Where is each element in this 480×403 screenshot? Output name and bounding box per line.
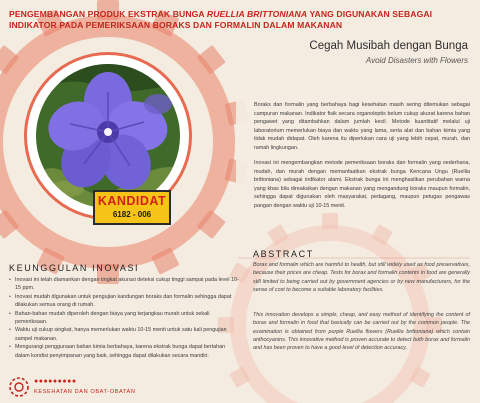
category-logo-icon (8, 376, 30, 398)
title-species: RUELLIA BRITTONIANA (206, 9, 308, 19)
abstract-paragraph-1: Borax and formalin which are harmful to health, but still widely used as food preservatives, because their prices are cheap. Tests for borax and formalin contents in food are generally still limited to being carried out by government agencies or by new manufacturers, for the sense of cost to become a suitable laboratory facilities. (253, 262, 470, 293)
poster-title (9, 9, 471, 30)
advantage-item: • Inovasi ini telah diamankan dengan tingkat akurasi deteksi cukup tinggi sampai pada level 10-15 ppm. (9, 276, 241, 293)
subtitle: Cegah Musibah dengan Bunga (309, 40, 468, 52)
title-part-1: PENGEMBANGAN PRODUK EKSTRAK BUNGA (9, 9, 207, 19)
advantage-item: • Inovasi mudah digunakan untuk pengujian kandungan boraks dan formalin sehingga dapat dilakukan semua orang di rumah. (9, 293, 241, 310)
description-paragraph-2: Inovasi ini mengembangkan metode pemeriksaan boraks dan formalin yang sederhana, mudah, dan murah dengan memanfaatkan ekstrak bunga Kencana Ungu (Ruellia brittoniana) sebagai indikator alami. Ekstrak bunga ini menghasilkan perubahan warna yang khas bila direaksikan dengan makanan yang mengandung boraks maupun formalin, sehingga dapat digunakan oleh masyarakat, pedagang, maupun petugas pengawas pangan dengan waktu uji 10-15 menit. (254, 160, 470, 209)
advantage-item: • Bahan-bahan mudah diperoleh dengan biaya yang terjangkau murah untuk sekali pemeriksaan. (9, 310, 241, 327)
candidate-number: 6182 - 006 (112, 210, 152, 219)
footer-dots: ●●●●●●●●● (34, 378, 77, 385)
abstract-paragraph-2: This innovation develops a simple, cheap, and easy method of identifying the content of borax and formalin in food that basically can be carried out by the common people. The examination is obtained from purple Ruellia flowers (Ruellia brittoniana) which contain anthocyanins. This innovative method is proven accurate to detect both borax and formalin and has been proven to have a good level of detection accuracy. (253, 312, 470, 352)
advantage-item: • Waktu uji cukup singkat, hanya memerlukan waktu 10-15 menit untuk satu kali pengujian sampel makanan. (9, 326, 241, 343)
subtitle-english: Avoid Disasters with Flowers (365, 56, 468, 65)
advantages-heading: KEUNGGULAN INOVASI (9, 263, 140, 273)
abstract-heading: ABSTRACT (253, 249, 314, 259)
footer-category: KESEHATAN DAN OBAT-OBATAN (34, 389, 136, 395)
advantages-list (9, 276, 241, 360)
advantage-item: • Mengurangi penggunaan bahan kimia berbahaya, karena ekstrak bunga dapat bertahan dalam kondisi penyimpanan yang baik, sehingga dapat dilakukan secara mandiri. (9, 343, 241, 360)
candidate-badge (93, 190, 171, 225)
description-paragraph-1: Boraks dan formalin yang berbahaya bagi kesehatan masih sering ditemukan sebagai campuran makanan. Indikator fisik secara organoleptis belum cukup akurat karena bahan pengawet yang ditambahkan dalam jumlah kecil. Metode kuantitatif melalui uji laboratorium memerlukan biaya dan waktu yang lama, serta alat dan bahan kimia yang tidak mudah didapat. Oleh karena itu diperlukan cara uji yang lebih cepat, murah, dan ramah lingkungan. (254, 102, 470, 151)
flower-photo (36, 64, 180, 208)
candidate-label: KANDIDAT (97, 194, 167, 208)
title-part-3: YANG DIGUNAKAN SEBAGAI INDIKATOR PADA PEMERIKSAAN BORAKS DAN FORMALIN DALAM MAKANAN (9, 9, 433, 30)
